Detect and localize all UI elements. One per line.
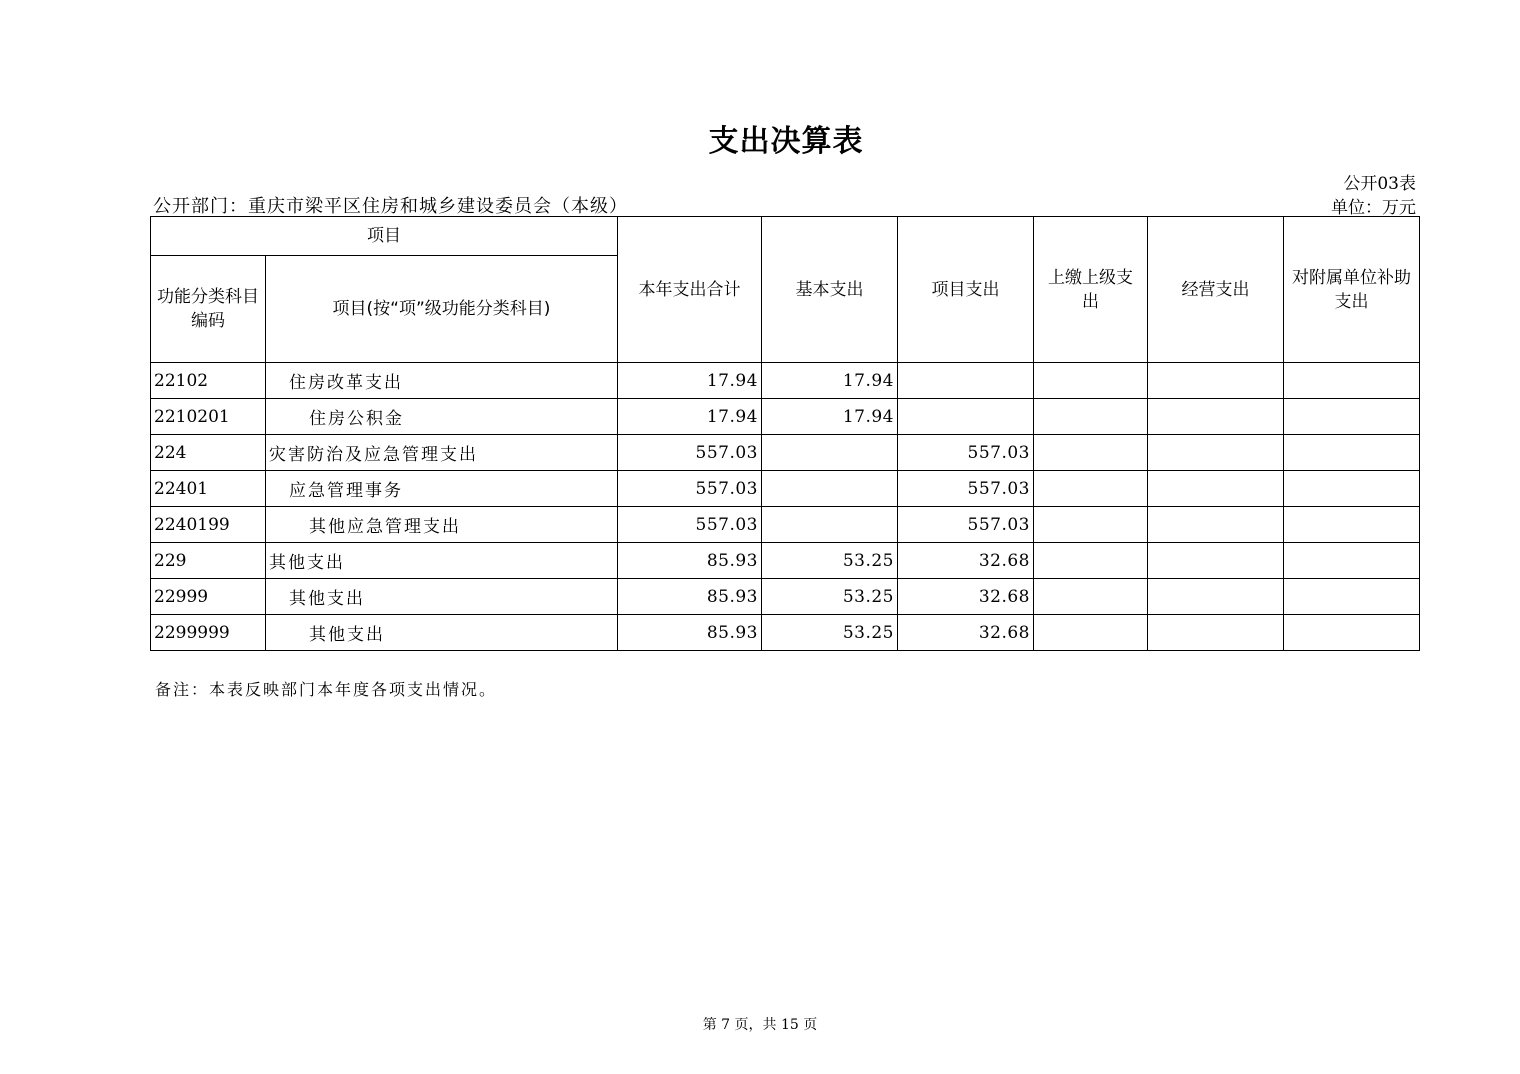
cell-project: 32.68 (898, 543, 1034, 579)
cell-total: 85.93 (618, 615, 762, 651)
cell-project (898, 399, 1034, 435)
cell-total: 17.94 (618, 363, 762, 399)
cell-code: 229 (151, 543, 266, 579)
cell-business (1148, 615, 1284, 651)
table-row (151, 579, 1420, 615)
header-project: 项目支出 (898, 217, 1034, 363)
cell-subsidy (1284, 579, 1420, 615)
cell-total: 557.03 (618, 471, 762, 507)
cell-upper (1034, 615, 1148, 651)
cell-project: 557.03 (898, 471, 1034, 507)
cell-name: 其他支出 (266, 579, 618, 615)
cell-project (898, 363, 1034, 399)
cell-code: 2240199 (151, 507, 266, 543)
unit-label: 单位：万元 (1331, 198, 1416, 218)
cell-total: 85.93 (618, 543, 762, 579)
cell-code: 22401 (151, 471, 266, 507)
table-row (151, 615, 1420, 651)
cell-subsidy (1284, 399, 1420, 435)
table-row (151, 399, 1420, 435)
cell-total: 557.03 (618, 435, 762, 471)
cell-business (1148, 471, 1284, 507)
cell-basic (762, 435, 898, 471)
cell-subsidy (1284, 435, 1420, 471)
cell-basic: 53.25 (762, 615, 898, 651)
cell-name: 灾害防治及应急管理支出 (266, 435, 618, 471)
cell-code: 22102 (151, 363, 266, 399)
cell-subsidy (1284, 363, 1420, 399)
page-footer: 第 7 页，共 15 页 (702, 1017, 818, 1033)
cell-name: 应急管理事务 (266, 471, 618, 507)
department-label: 公开部门：重庆市梁平区住房和城乡建设委员会（本级） (153, 196, 628, 217)
cell-subsidy (1284, 471, 1420, 507)
form-number: 公开03表 (1343, 174, 1416, 194)
cell-code: 2299999 (151, 615, 266, 651)
cell-business (1148, 363, 1284, 399)
cell-upper (1034, 363, 1148, 399)
header-upper: 上缴上级支出 (1034, 217, 1148, 363)
cell-name: 其他应急管理支出 (266, 507, 618, 543)
cell-total: 85.93 (618, 579, 762, 615)
header-name: 项目(按“项”级功能分类科目) (266, 256, 618, 363)
cell-upper (1034, 579, 1148, 615)
header-item-group: 项目 (151, 217, 618, 256)
cell-basic: 53.25 (762, 543, 898, 579)
cell-name: 住房公积金 (266, 399, 618, 435)
cell-basic (762, 507, 898, 543)
cell-project: 557.03 (898, 435, 1034, 471)
expenditure-table (150, 216, 1420, 651)
table-note: 备注：本表反映部门本年度各项支出情况。 (155, 680, 498, 699)
cell-basic (762, 471, 898, 507)
cell-upper (1034, 435, 1148, 471)
cell-project: 557.03 (898, 507, 1034, 543)
cell-business (1148, 399, 1284, 435)
cell-code: 2210201 (151, 399, 266, 435)
cell-basic: 17.94 (762, 363, 898, 399)
cell-upper (1034, 543, 1148, 579)
cell-business (1148, 507, 1284, 543)
cell-business (1148, 543, 1284, 579)
cell-upper (1034, 471, 1148, 507)
cell-name: 其他支出 (266, 615, 618, 651)
page-title: 支出决算表 (708, 124, 864, 159)
header-business: 经营支出 (1148, 217, 1284, 363)
cell-code: 224 (151, 435, 266, 471)
cell-business (1148, 579, 1284, 615)
cell-subsidy (1284, 615, 1420, 651)
header-total: 本年支出合计 (618, 217, 762, 363)
cell-subsidy (1284, 543, 1420, 579)
table-row (151, 543, 1420, 579)
cell-name: 其他支出 (266, 543, 618, 579)
cell-total: 557.03 (618, 507, 762, 543)
cell-project: 32.68 (898, 615, 1034, 651)
table-row (151, 363, 1420, 399)
cell-subsidy (1284, 507, 1420, 543)
cell-upper (1034, 399, 1148, 435)
header-code: 功能分类科目编码 (151, 256, 266, 363)
table-row (151, 471, 1420, 507)
cell-business (1148, 435, 1284, 471)
cell-name: 住房改革支出 (266, 363, 618, 399)
cell-project: 32.68 (898, 579, 1034, 615)
header-basic: 基本支出 (762, 217, 898, 363)
cell-code: 22999 (151, 579, 266, 615)
cell-basic: 53.25 (762, 579, 898, 615)
table-row (151, 435, 1420, 471)
table-row (151, 507, 1420, 543)
cell-basic: 17.94 (762, 399, 898, 435)
header-subsidy: 对附属单位补助支出 (1284, 217, 1420, 363)
cell-total: 17.94 (618, 399, 762, 435)
cell-upper (1034, 507, 1148, 543)
